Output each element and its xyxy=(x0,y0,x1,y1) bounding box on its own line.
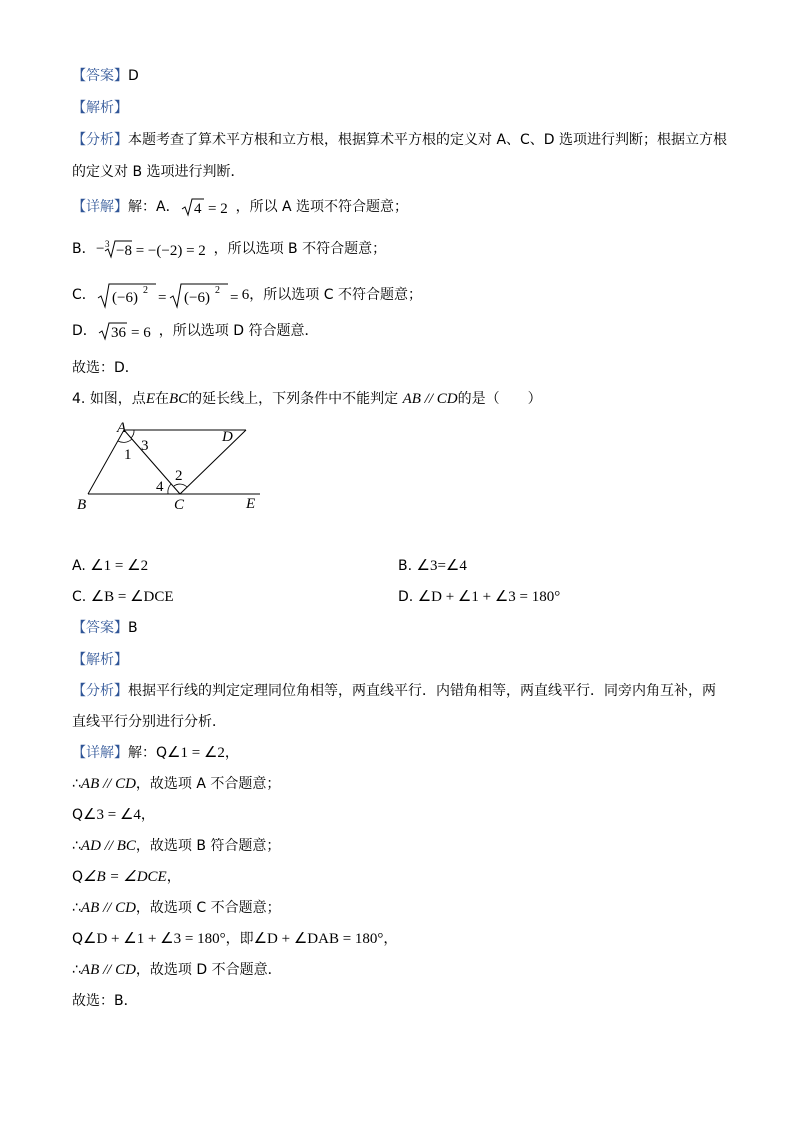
detail-l7-post: ， xyxy=(383,931,398,947)
svg-text:3: 3 xyxy=(104,239,110,249)
geometry-figure xyxy=(74,420,274,520)
prev-detail-line-a xyxy=(72,196,408,218)
prev-detail-line-d xyxy=(72,320,318,342)
detail-line-5 xyxy=(72,867,181,887)
prev-answer-tag: 【答案】 xyxy=(72,68,128,84)
detail-l4-math: AD // BC xyxy=(80,838,136,854)
svg-text:(−6): (−6) xyxy=(111,290,138,306)
svg-text:−8 = −(−2) = 2: −8 = −(−2) = 2 xyxy=(115,243,206,259)
option-a xyxy=(72,556,148,576)
question-stem-2: 在 xyxy=(154,391,169,407)
prev-fenxi-text-1: 本题考查了算术平方根和立方根，根据算术平方根的定义对 A、C、D 选项进行判断；根据立方根 xyxy=(128,132,728,148)
detail-l7-math2: ∠D + ∠DAB = 180° xyxy=(253,931,384,947)
prev-analysis-heading xyxy=(72,98,128,118)
detail-line-2 xyxy=(72,774,280,794)
detail-line-6 xyxy=(72,898,281,918)
label-point-c: C xyxy=(174,497,185,513)
svg-text:=: = xyxy=(157,290,167,306)
angle-arc-4 xyxy=(168,484,171,494)
prev-detail-line-c xyxy=(72,280,422,310)
option-a-expr: ∠1 = ∠2 xyxy=(90,558,149,574)
answer-line xyxy=(72,618,138,638)
detail-l1-post: ， xyxy=(224,745,239,761)
detail-l2-pre: ∴ xyxy=(72,776,81,792)
prev-analysis-tag: 【解析】 xyxy=(72,100,128,116)
angle-arc-1 xyxy=(118,439,132,442)
answer-tag: 【答案】 xyxy=(72,620,128,636)
option-c xyxy=(72,587,174,607)
fenxi-line-2 xyxy=(72,712,226,732)
option-b-label: B. xyxy=(398,558,413,574)
detail-l4-pre: ∴ xyxy=(72,838,81,854)
svg-text:2: 2 xyxy=(214,285,220,296)
option-b-expr: ∠3=∠4 xyxy=(416,558,467,574)
question-stem-3: 的延长线上，下列条件中不能判定 xyxy=(188,391,399,407)
prev-detail-d-prefix: D． xyxy=(72,323,97,339)
segment-dc xyxy=(180,430,246,494)
question-point-e: E xyxy=(145,391,155,407)
option-c-expr: ∠B = ∠DCE xyxy=(90,589,174,605)
svg-text:36: 36 xyxy=(110,325,126,341)
detail-l5-pre: Q xyxy=(72,869,84,885)
detail-l5-math: ∠B = ∠DCE xyxy=(83,869,167,885)
detail-l6-pre: ∴ xyxy=(72,900,81,916)
option-d-label: D. xyxy=(398,589,414,605)
label-point-d: D xyxy=(222,429,233,445)
label-point-e: E xyxy=(246,496,256,512)
question-stem-1: 如图，点 xyxy=(89,391,146,407)
detail-l6-post: ，故选项 C 不合题意； xyxy=(135,900,281,916)
fenxi-tag: 【分析】 xyxy=(72,683,128,699)
prev-fenxi-line-1 xyxy=(72,130,727,150)
prev-conclusion-text: 故选：D． xyxy=(72,360,139,376)
option-a-label: A. xyxy=(72,558,86,574)
fenxi-text-1: 根据平行线的判定定理同位角相等，两直线平行．内错角相等，两直线平行．同旁内角互补，两 xyxy=(128,683,716,699)
detail-l7-mid: ，即 xyxy=(225,931,254,947)
label-angle-1: 1 xyxy=(124,447,132,463)
diagonal-ac xyxy=(124,430,180,494)
question-number: 4. xyxy=(72,391,86,407)
detail-l5-post: ， xyxy=(166,869,181,885)
a-math-radicand: 4 xyxy=(193,201,202,217)
fenxi-text-2: 直线平行分别进行分析． xyxy=(72,714,226,730)
detail-l2-post: ，故选项 A 不合题意； xyxy=(135,776,281,792)
a-math-eq: = 2 xyxy=(207,201,228,217)
prev-fenxi-tag: 【分析】 xyxy=(72,132,128,148)
prev-detail-d-text: ，所以选项 D 符合题意． xyxy=(158,323,319,339)
angle-arc-3 xyxy=(131,430,134,438)
prev-detail-c-prefix: C． xyxy=(72,287,96,303)
question-stem-4: 的是（ ） xyxy=(457,391,542,407)
label-point-a: A xyxy=(117,420,127,436)
detail-l3-pre: Q xyxy=(72,807,84,823)
fenxi-line-1 xyxy=(72,681,716,701)
label-point-b: B xyxy=(77,497,87,513)
detail-l6-math: AB // CD xyxy=(80,900,136,916)
prev-answer-value: D xyxy=(128,68,139,84)
prev-detail-c-text: ，所以选项 C 不符合题意； xyxy=(249,287,422,303)
segment-ab xyxy=(88,430,124,494)
detail-l1-math: ∠1 = ∠2 xyxy=(167,745,225,761)
prev-detail-d-math xyxy=(97,320,159,342)
detail-line-1 xyxy=(72,743,239,763)
prev-detail-b-prefix: B． xyxy=(72,241,96,257)
detail-conclusion xyxy=(72,991,138,1011)
prev-detail-a-prefix: 解：A． xyxy=(128,199,180,215)
detail-line-7 xyxy=(72,929,397,949)
prev-answer-line xyxy=(72,66,139,86)
detail-tag: 【详解】 xyxy=(72,745,128,761)
analysis-tag: 【解析】 xyxy=(72,652,128,668)
option-d xyxy=(398,587,560,607)
answer-value: B xyxy=(128,620,138,636)
label-angle-2: 2 xyxy=(175,468,183,484)
prev-detail-tag: 【详解】 xyxy=(72,199,128,215)
prev-fenxi-text-2: 的定义对 B 选项进行判断． xyxy=(72,164,245,180)
prev-fenxi-line-2 xyxy=(72,162,245,182)
detail-l8-math: AB // CD xyxy=(80,962,136,978)
prev-detail-b-text: ，所以选项 B 不符合题意； xyxy=(213,241,387,257)
detail-l8-pre: ∴ xyxy=(72,962,81,978)
svg-text:−: − xyxy=(95,241,105,257)
label-angle-4: 4 xyxy=(156,479,164,495)
question-segment-bc: BC xyxy=(168,391,189,407)
detail-l7-pre: Q xyxy=(72,931,84,947)
svg-text:2: 2 xyxy=(142,285,148,296)
detail-conclusion-text: 故选：B． xyxy=(72,993,138,1009)
svg-text:=: = xyxy=(229,290,239,306)
detail-l7-math: ∠D + ∠1 + ∠3 = 180° xyxy=(83,931,226,947)
option-b xyxy=(398,556,467,576)
label-angle-3: 3 xyxy=(141,438,149,454)
prev-detail-line-b xyxy=(72,238,386,260)
analysis-heading xyxy=(72,650,128,670)
prev-detail-a-math xyxy=(180,196,236,218)
prev-detail-c-math xyxy=(96,280,242,310)
detail-l3-post: ， xyxy=(140,807,155,823)
angle-arc-2 xyxy=(174,484,187,487)
detail-line-8 xyxy=(72,960,282,980)
detail-l4-post: ，故选项 B 符合题意； xyxy=(135,838,281,854)
detail-line-3 xyxy=(72,805,155,825)
prev-detail-b-math xyxy=(96,238,214,260)
detail-l8-post: ，故选项 D 不合题意． xyxy=(135,962,282,978)
question-stem xyxy=(72,389,542,409)
detail-line-4 xyxy=(72,836,280,856)
question-relation: AB // CD xyxy=(402,391,458,407)
detail-l2-math: AB // CD xyxy=(80,776,136,792)
detail-l1-pre: 解：Q xyxy=(128,745,168,761)
option-c-label: C. xyxy=(72,589,87,605)
prev-detail-a-text: ，所以 A 选项不符合题意； xyxy=(235,199,409,215)
svg-text:(−6): (−6) xyxy=(183,290,210,306)
c-math-result: 6 xyxy=(241,287,250,303)
prev-conclusion xyxy=(72,358,139,378)
detail-l3-math: ∠3 = ∠4 xyxy=(83,807,141,823)
svg-text:= 6: = 6 xyxy=(130,325,151,341)
option-d-expr: ∠D + ∠1 + ∠3 = 180° xyxy=(417,589,561,605)
